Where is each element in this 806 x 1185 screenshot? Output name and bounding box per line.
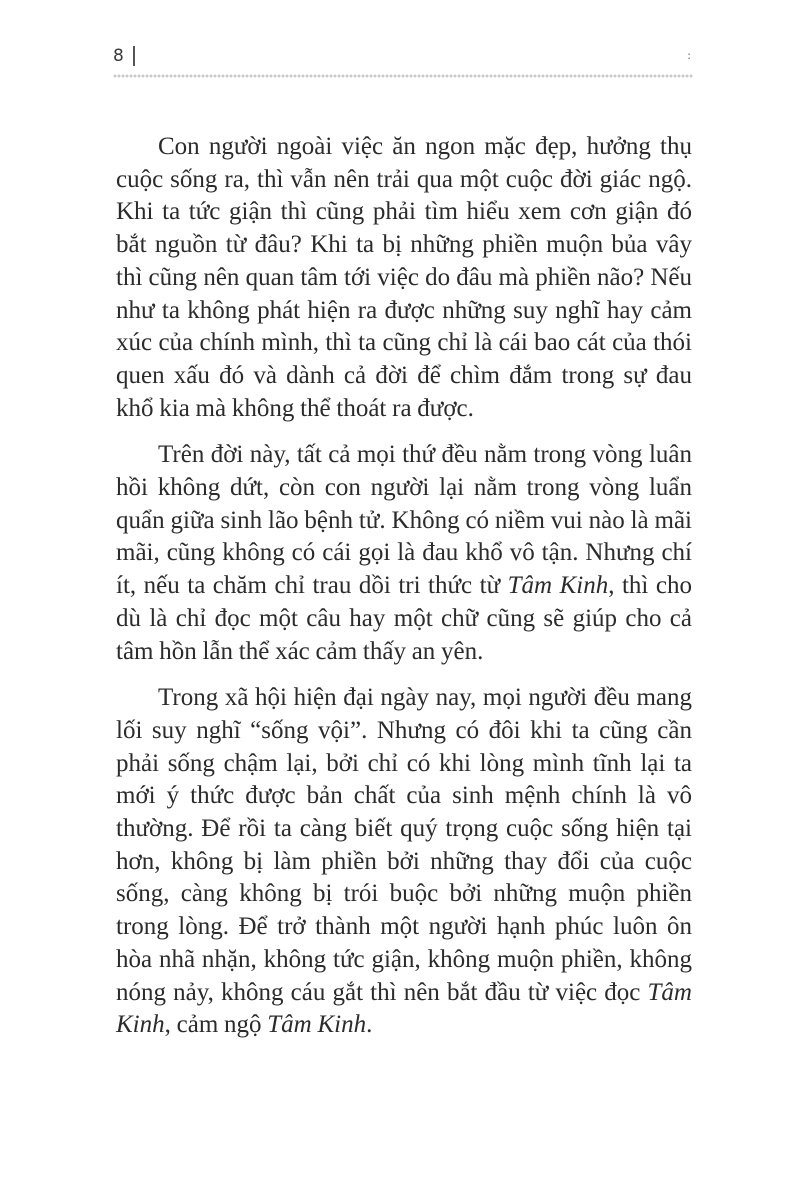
paragraph-3 [116, 682, 692, 1042]
paragraph-1-text: Con người ngoài việc ăn ngon mặc đẹp, hưởng thụ cuộc sống ra, thì vẫn nên trải qua một cuộc đời giác ngộ. Khi ta tức giận thì cũng phải tìm hiểu xem cơn giận đó bắt nguồn từ đâu? Khi ta bị những phiền muộn bủa vây thì cũng nên quan tâm tới việc do đâu mà phiền não? Nếu như ta không phát hiện ra được những suy nghĩ hay cảm xúc của chính mình, thì ta cũng chỉ là cái bao cát của thói quen xấu đó và dành cả đời để chìm đắm trong sự đau khổ kia mà không thể thoát ra được. [116, 133, 692, 422]
header-mark: : [687, 49, 691, 62]
book-title-italic: Tâm Kinh [507, 572, 609, 600]
paragraph-2-text-b: , thì cho dù là chỉ đọc một câu hay một chữ cũng sẽ giúp cho cả tâm hồn lẫn thể xác cảm thấy an yên. [116, 572, 692, 665]
page-body [116, 131, 692, 1056]
paragraph-1 [116, 131, 692, 425]
book-title-italic: Tâm Kinh [267, 1011, 367, 1039]
paragraph-2 [116, 439, 692, 668]
book-title-italic: Tâm Kinh [116, 978, 692, 1039]
paragraph-3-text-b: , cảm ngộ [164, 1011, 268, 1039]
header-dotted-rule [113, 73, 693, 79]
page-number: 8 [113, 46, 124, 66]
paragraph-2-text-a: Trên đời này, tất cả mọi thứ đều nằm trong vòng luân hồi không dứt, còn con người lại nằm trong vòng luẩn quẩn giữa sinh lão bệnh tử. Không có niềm vui nào là mãi mãi, cũng không có cái gọi là đau khổ vô tận. Nhưng chí ít, nếu ta chăm chỉ trau dồi tri thức từ [116, 441, 692, 600]
paragraph-3-text-c: . [366, 1011, 373, 1039]
page-header [113, 44, 693, 68]
paragraph-3-text-a: Trong xã hội hiện đại ngày nay, mọi người đều mang lối suy nghĩ “sống vội”. Nhưng có đôi khi ta cũng cần phải sống chậm lại, bởi chỉ có khi lòng mình tĩnh lại ta mới ý thức được bản chất của sinh mệnh chính là vô thường. Để rồi ta càng biết quý trọng cuộc sống hiện tại hơn, không bị làm phiền bởi những thay đổi của cuộc sống, càng không bị trói buộc bởi những muộn phiền trong lòng. Để trở thành một người hạnh phúc luôn ôn hòa nhã nhặn, không tức giận, không muộn phiền, không nóng nảy, không cáu gắt thì nên bắt đầu từ việc đọc [116, 684, 692, 1006]
header-divider [133, 46, 135, 66]
